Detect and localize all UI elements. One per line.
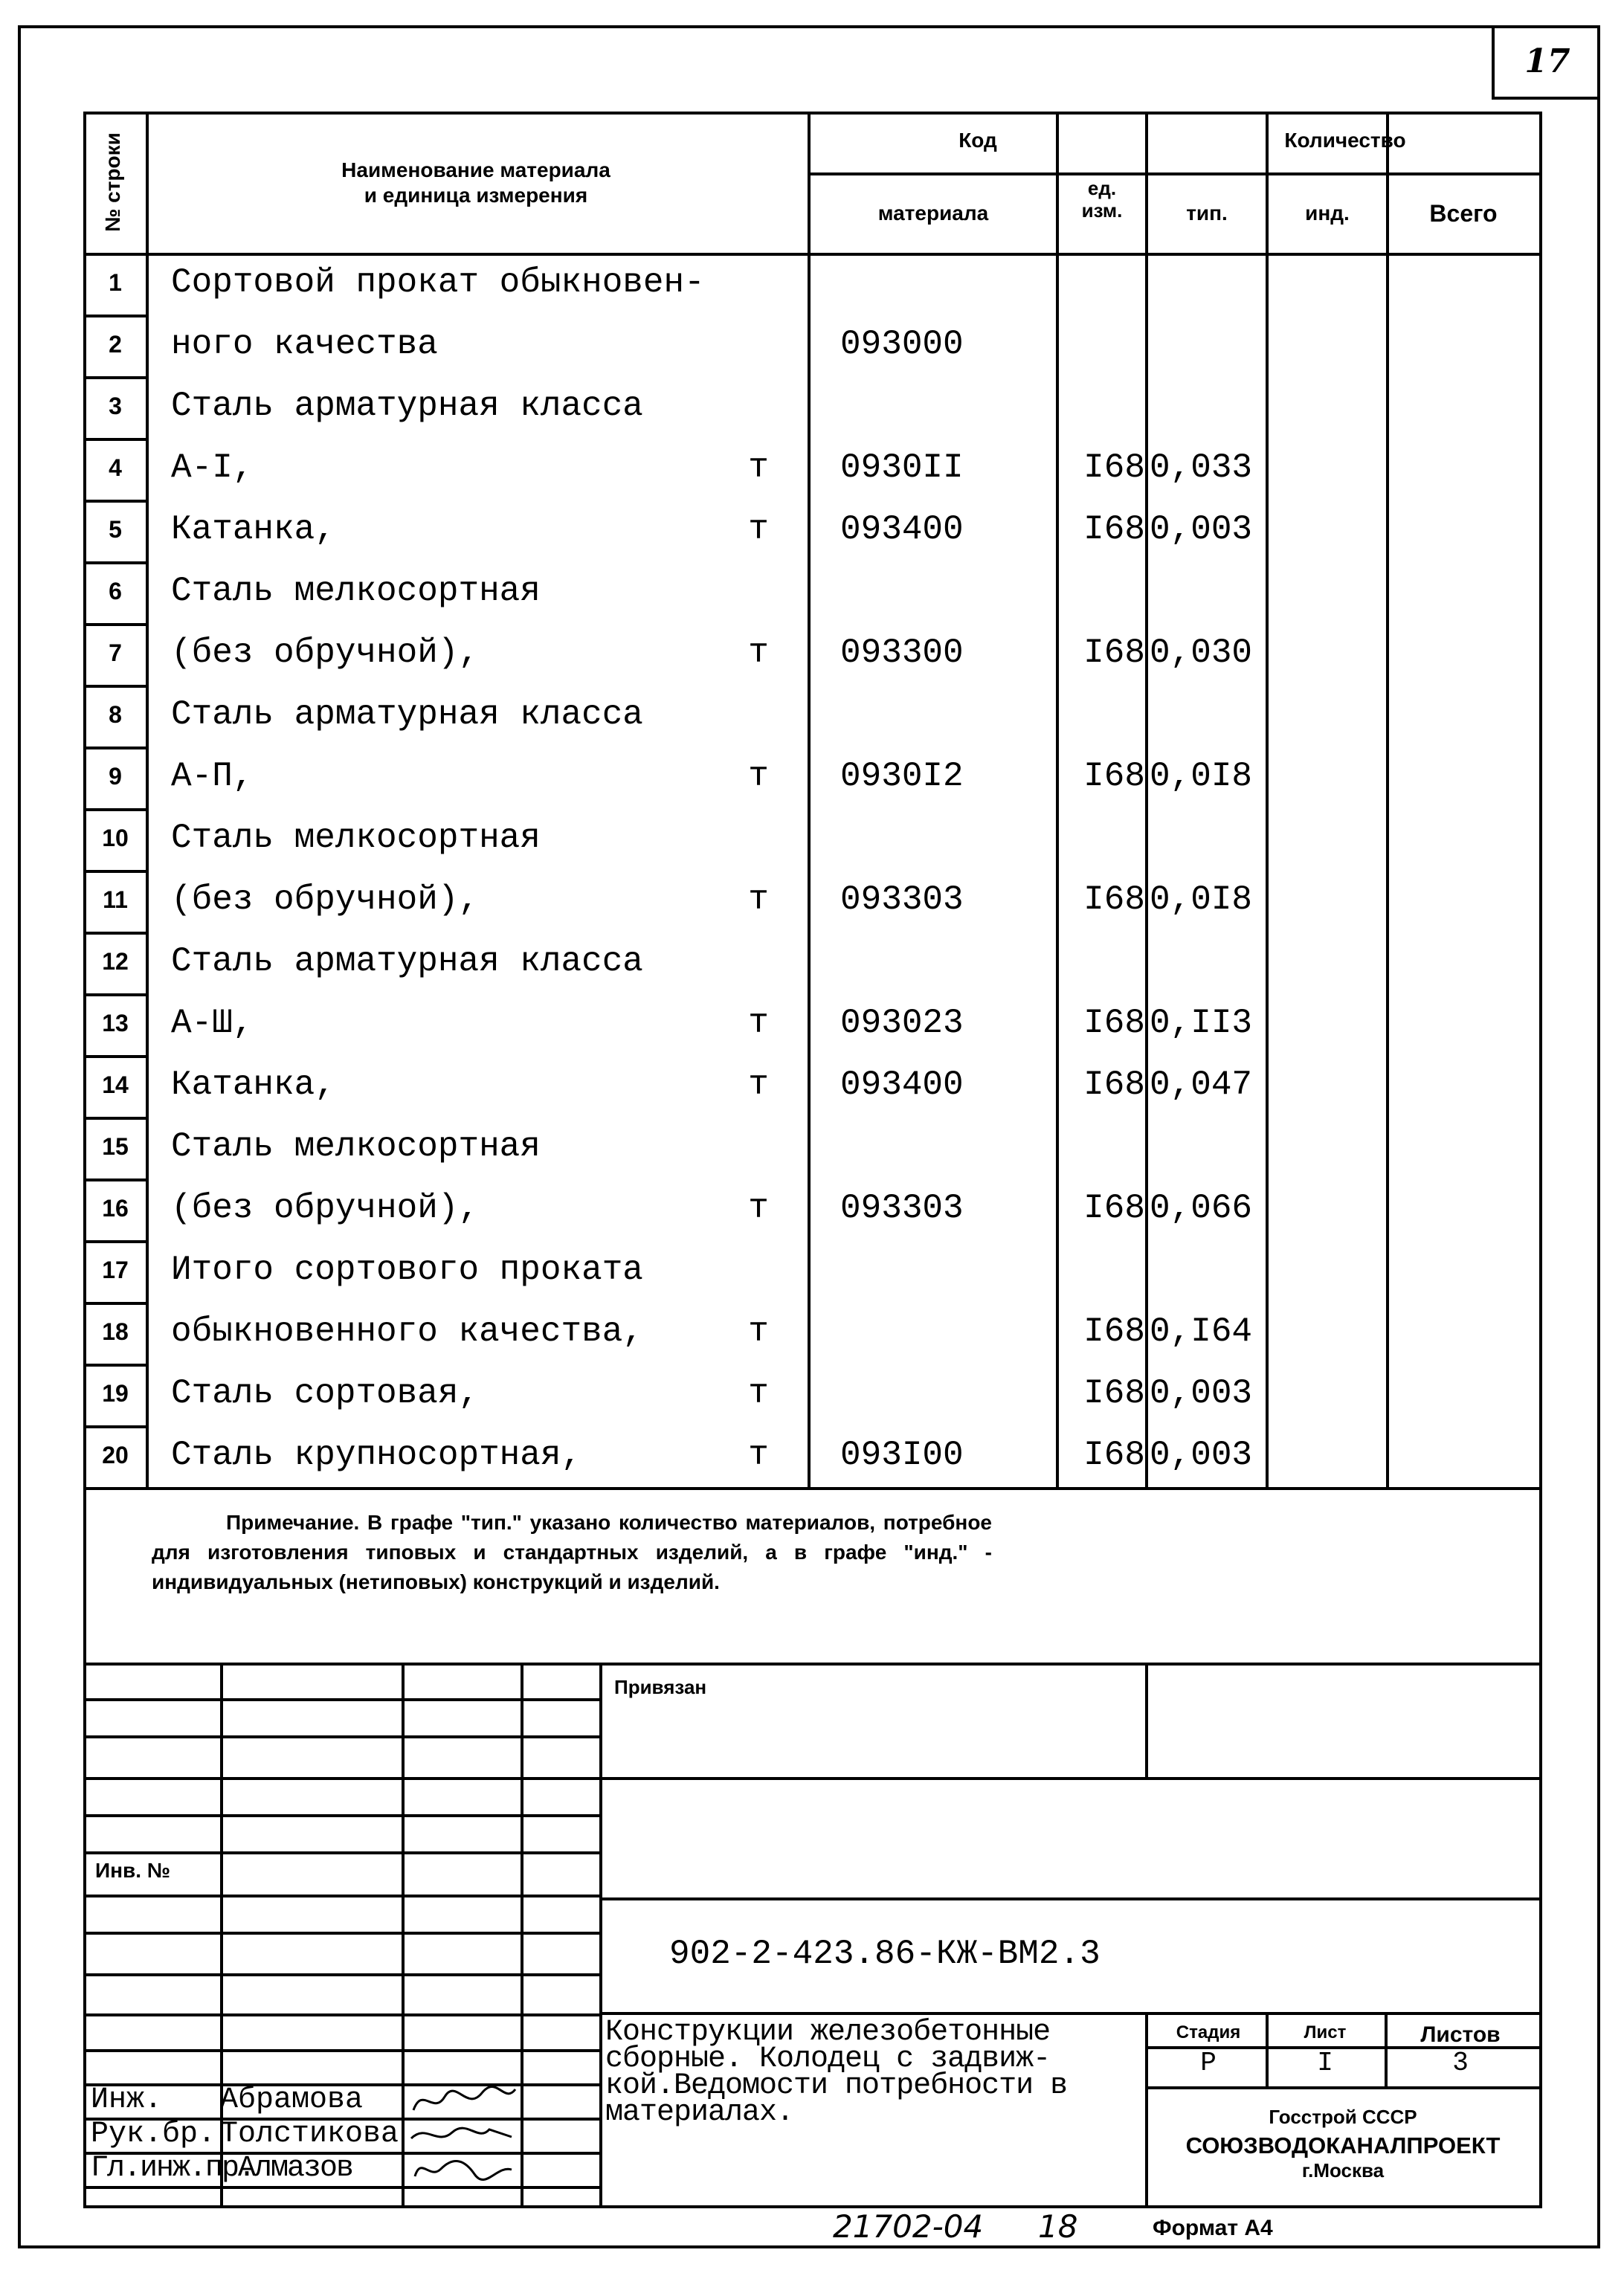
archive-number: 21702-04 [833,2208,984,2245]
row-number: 11 [103,886,128,913]
unit-short: т [748,757,769,796]
row-number-line [83,1302,149,1305]
unit-code: I68 [1083,510,1145,549]
row-number: 18 [102,1318,129,1345]
role-2: Рук.бр. [91,2118,216,2151]
unit-short: т [748,633,769,672]
stamp-line [83,1698,602,1701]
header-ind: инд. [1305,201,1350,225]
stage-label: Стадия [1176,2022,1241,2042]
sheet-value: I [1317,2048,1333,2078]
unit-short: т [748,510,769,549]
material-name: А-Ш, [171,1004,254,1042]
material-name: обыкновенного качества, [171,1312,643,1351]
row-number-line [83,500,149,503]
material-name: ного качества [171,325,438,364]
unit-code: I68 [1083,757,1145,796]
note-bottom-line [83,1663,1542,1666]
header-row-no: № строки [101,132,124,232]
role-1: Инж. [91,2083,163,2117]
column-line [1145,112,1148,1490]
row-number-line [83,1055,149,1058]
unit-short: т [748,880,769,919]
row-number: 14 [102,1071,129,1098]
header-unit: ед. изм. [1081,177,1123,222]
unit-code: I68 [1083,1065,1145,1104]
row-number-line [83,1117,149,1120]
stamp-line [83,1932,602,1935]
unit-short: т [748,1189,769,1228]
row-number: 15 [102,1133,129,1160]
row-number-line [83,747,149,749]
material-name: А-I, [171,448,254,487]
quantity-typ: 0,003 [1150,1436,1253,1474]
material-name: Катанка, [171,1065,335,1104]
quantity-typ: 0,047 [1150,1065,1253,1104]
row-number-line [83,623,149,626]
stamp-line [599,1897,1542,1900]
format-label: Формат А4 [1153,2216,1273,2240]
column-line [1386,112,1389,1490]
quantity-typ: 0,003 [1150,510,1253,549]
material-code: 0930I2 [840,757,964,796]
unit-code: I68 [1083,448,1145,487]
header-total: Всего [1429,200,1498,227]
name-3: Алмазов [238,2152,353,2185]
header-typ: тип. [1186,201,1228,225]
row-number: 5 [109,516,122,543]
row-number: 8 [109,701,122,728]
row-number-line [83,932,149,935]
material-code: 093000 [840,325,964,364]
stamp-line [83,1814,602,1817]
column-line [808,112,811,1490]
unit-code: I68 [1083,1436,1145,1474]
sheet-label: Лист [1304,2022,1347,2042]
material-name: (без обручной), [171,880,480,919]
note-text: Примечание. В графе "тип." указано количество материалов, потребное для изготовления типовых и стандартных изделий, а в графе "инд." - индивидуальных (нетиповых) конструкций и изделий. [152,1511,992,1593]
row-number-line [83,438,149,441]
row-number: 7 [109,639,122,666]
unit-code: I68 [1083,633,1145,672]
row-number: 3 [109,393,122,419]
org-line-2: СОЮЗВОДОКАНАЛПРОЕКТ [1185,2132,1501,2158]
row-number: 17 [102,1257,129,1283]
material-name: Сталь мелкосортная [171,572,541,610]
material-name: Сталь сортовая, [171,1374,480,1413]
unit-code: I68 [1083,1189,1145,1228]
stamp-line [83,2205,1542,2208]
header-bottom-line [83,253,1542,256]
unit-short: т [748,1312,769,1351]
row-number: 6 [109,578,122,604]
stamp-line [83,1851,602,1854]
quantity-typ: 0,003 [1150,1374,1253,1413]
row-number-line [83,561,149,564]
material-code: 093303 [840,880,964,919]
unit-code: I68 [1083,880,1145,919]
signature-3 [407,2150,519,2187]
sheets-label: Листов [1420,2022,1501,2047]
stamp-line [521,1663,523,2208]
row-number: 2 [109,331,122,358]
row-number-line [83,870,149,873]
stamp-line [83,1895,602,1897]
material-name: Сталь крупносортная, [171,1436,582,1474]
material-name: Итого сортового проката [171,1251,643,1289]
archive-page: 18 [1038,2208,1078,2245]
material-code: 093I00 [840,1436,964,1474]
unit-code: I68 [1083,1374,1145,1413]
header-name: Наименование материала и единица измерения [341,158,610,207]
stamp-line [83,1735,602,1738]
column-line [1266,112,1269,1490]
stamp-line [83,1663,86,2208]
header-material: материала [877,201,989,225]
stamp-line [83,2186,602,2189]
name-1: Абрамова [220,2083,364,2117]
unit-short: т [748,1436,769,1474]
header-mid-line [808,172,1542,175]
material-name: Катанка, [171,510,335,549]
row-number-line [83,808,149,811]
material-name: (без обручной), [171,633,480,672]
document-title: Конструкции железобетонные сборные. Колодец с задвиж- кой.Ведомости потребности в материалах. [605,2016,1068,2129]
material-name: Сталь арматурная класса [171,387,643,425]
quantity-typ: 0,030 [1150,633,1253,672]
material-code: 093400 [840,510,964,549]
org-line-1: Госстрой СССР [1269,2106,1417,2128]
name-2: Толстикова [220,2118,399,2151]
unit-short: т [748,448,769,487]
unit-short: т [748,1065,769,1104]
stamp-line [599,1663,602,2208]
stamp-line [83,2049,602,2052]
material-name: Сортовой прокат обыкновен- [171,263,705,302]
stamp-line [599,1777,1542,1780]
material-name: Сталь арматурная класса [171,695,643,734]
material-code: 093023 [840,1004,964,1042]
row-number: 1 [109,269,122,296]
stamp-line [1145,1663,1148,1780]
signature-2 [407,2116,519,2153]
stamp-line [83,2013,602,2016]
privyazan-label: Привязан [614,1676,707,1698]
row-number: 13 [102,1010,129,1036]
row-number: 16 [102,1195,129,1222]
row-number: 12 [102,948,129,975]
stamp-line [83,1973,602,1976]
material-code: 093303 [840,1189,964,1228]
material-name: Сталь арматурная класса [171,942,643,981]
stamp-line [1539,1663,1542,2208]
quantity-typ: 0,066 [1150,1189,1253,1228]
header-quantity: Количество [1284,129,1406,152]
row-number-line [83,1178,149,1181]
material-name: Сталь мелкосортная [171,819,541,857]
table-right-line [1539,112,1542,1666]
stage-value: Р [1200,2048,1217,2078]
row-number-line [83,376,149,379]
row-number: 20 [102,1442,129,1468]
material-code: 093300 [840,633,964,672]
column-line [146,112,149,1490]
material-name: А-П, [171,757,254,796]
stamp-line [599,2012,1542,2015]
unit-short: т [748,1004,769,1042]
row-number: 9 [109,763,122,790]
stamp-line [1145,2086,1542,2089]
quantity-typ: 0,II3 [1150,1004,1253,1042]
row-number-line [83,685,149,688]
table-top-line [83,112,1542,115]
sheets-value: 3 [1452,2048,1469,2078]
quantity-typ: 0,0I8 [1150,880,1253,919]
row-number-line [83,315,149,317]
row-number-line [83,993,149,996]
row-number: 10 [102,825,129,851]
quantity-typ: 0,I64 [1150,1312,1253,1351]
unit-code: I68 [1083,1312,1145,1351]
stamp-line [83,1777,602,1780]
material-code: 0930II [840,448,964,487]
row-number: 4 [109,454,122,481]
table-left-line [83,112,86,1666]
header-code: Код [958,129,997,152]
material-name: Сталь мелкосортная [171,1127,541,1166]
page-number: 17 [1492,25,1600,100]
row-number-line [83,1240,149,1243]
quantity-typ: 0,0I8 [1150,757,1253,796]
inv-no-label: Инв. № [95,1859,171,1882]
material-code: 093400 [840,1065,964,1104]
signature-1 [407,2082,519,2119]
column-line [1056,112,1059,1490]
document-code: 902-2-423.86-КЖ-ВМ2.3 [669,1935,1101,1973]
unit-code: I68 [1083,1004,1145,1042]
role-3: Гл.инж.пр. [91,2152,255,2185]
unit-short: т [748,1374,769,1413]
row-number-line [83,1425,149,1428]
row-number: 19 [102,1380,129,1407]
org-line-3: г.Москва [1301,2159,1385,2182]
row-number-line [83,1364,149,1367]
quantity-typ: 0,033 [1150,448,1253,487]
table-bottom-line [83,1487,1542,1490]
material-name: (без обручной), [171,1189,480,1228]
